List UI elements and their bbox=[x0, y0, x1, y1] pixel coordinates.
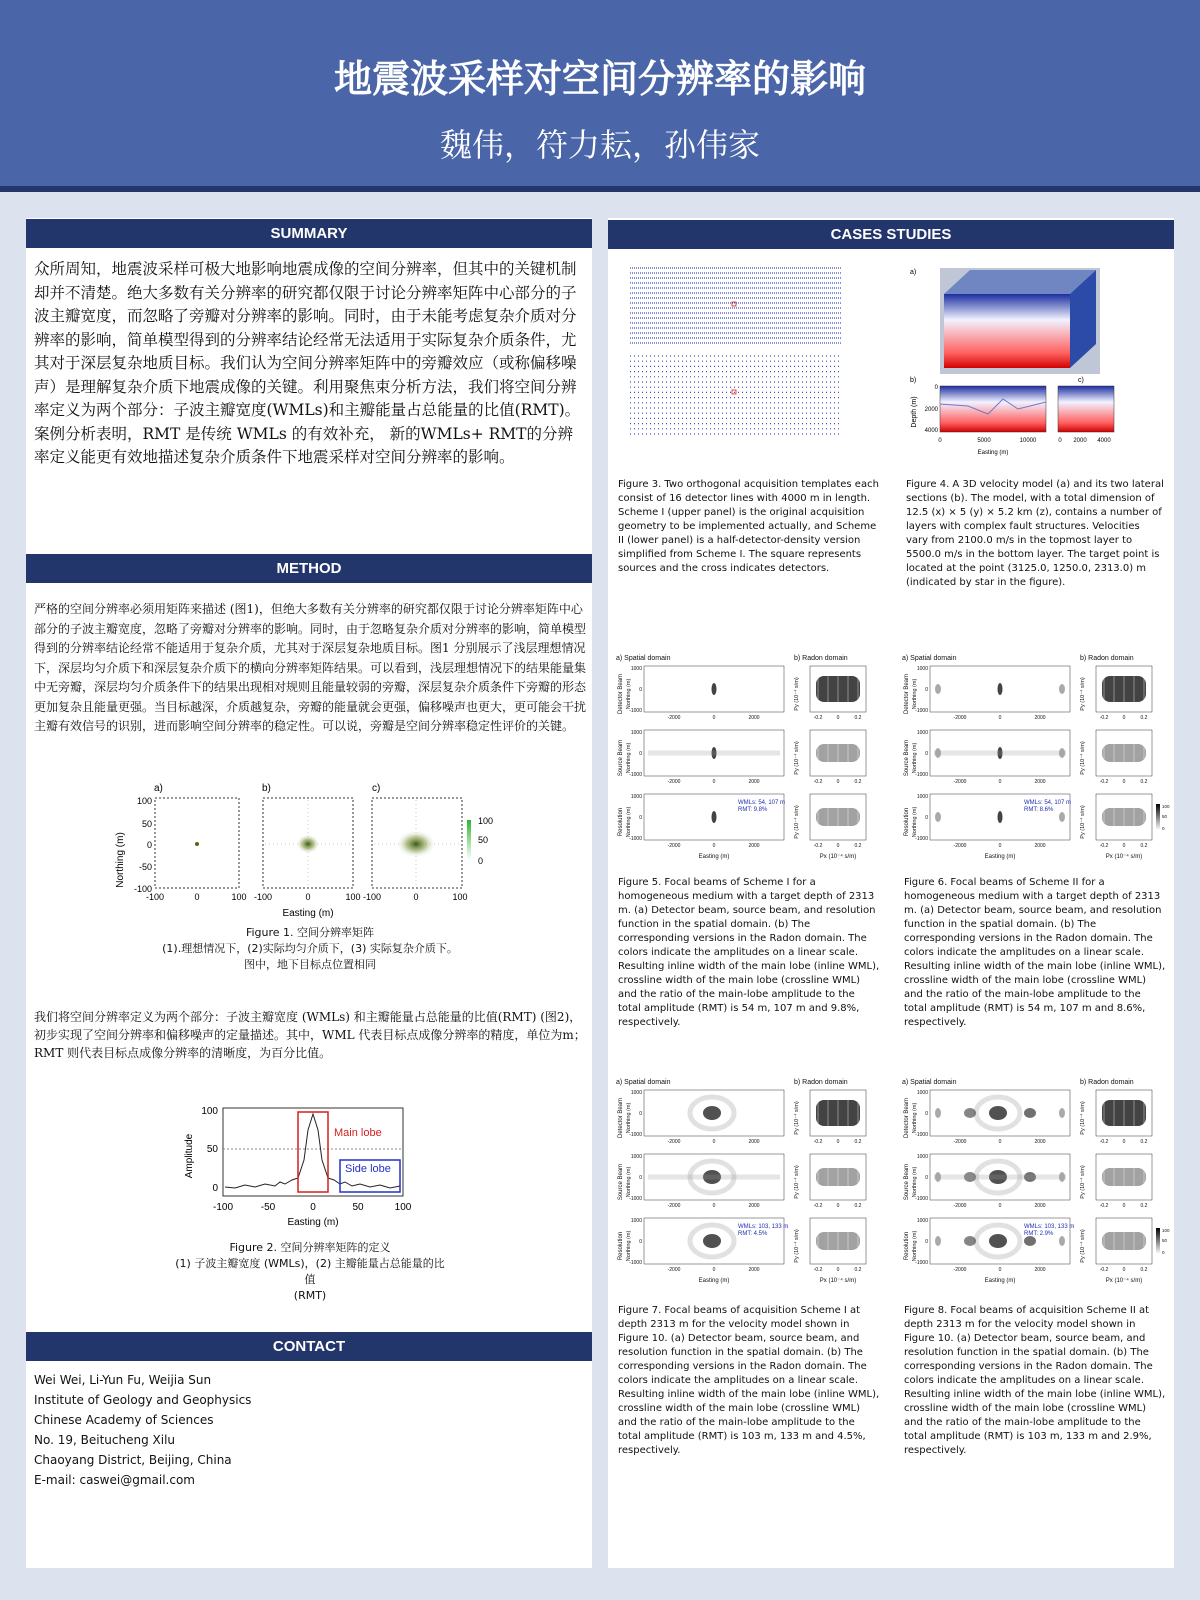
fig1-ytick-neg50: -50 bbox=[138, 862, 152, 872]
beam-xtick: 2000 bbox=[1034, 715, 1046, 721]
beam-alias-inner bbox=[1024, 1236, 1036, 1246]
beam-ytick: -1000 bbox=[629, 1132, 642, 1138]
beam-ptick: 0.2 bbox=[1140, 1267, 1148, 1273]
fig4-b-xtick-10000: 10000 bbox=[1019, 438, 1037, 444]
beam-easting-label: Easting (m) bbox=[698, 854, 730, 860]
beam-alias-inner bbox=[964, 1108, 976, 1118]
beam-alias-inner bbox=[1024, 1108, 1036, 1118]
fig1-panel-c-spot bbox=[396, 830, 436, 858]
beam-xtick: 2000 bbox=[1034, 1139, 1046, 1145]
beam-ptick: 0.2 bbox=[1140, 779, 1148, 785]
method-heading: METHOD bbox=[26, 554, 592, 583]
fig2-main-lobe-label: Main lobe bbox=[334, 1127, 382, 1139]
poster-title: 地震波采样对空间分辨率的影响 bbox=[333, 56, 866, 101]
fig1-cbar-50: 50 bbox=[478, 835, 489, 845]
beam-ytick: -1000 bbox=[915, 1132, 928, 1138]
figure-6-focal-beams bbox=[900, 652, 1170, 862]
beam-alias-left bbox=[935, 684, 941, 694]
method-paragraph-2: 我们将空间分辨率定义为两个部分：子波主瓣宽度 (WMLs) 和主瓣能量占总能量的比值(RMT) (图2)，初步实现了空间分辨率和偏移噪声的定量描述。其中，WML 代表目标点成像分辨率的精度，单位为m；RMT 则代表目标点成像分辨率的清晰度，为百分比值。 bbox=[34, 1010, 586, 1060]
beam-rmt-value: RMT: 9.8% bbox=[738, 807, 768, 813]
fig1-a-xtick-2: 0 bbox=[194, 892, 200, 902]
fig2-ytick-100: 100 bbox=[201, 1106, 218, 1117]
beam-main-lobe bbox=[712, 683, 717, 695]
beam-ptick: 0 bbox=[1122, 1139, 1126, 1145]
beam-xtick: -2000 bbox=[667, 1139, 681, 1145]
beam-p-label: Py (10⁻⁴ s/m) bbox=[794, 741, 800, 775]
beam-northing-label: Northing (m) bbox=[912, 806, 918, 838]
figure-2-lobe-definition bbox=[180, 1100, 430, 1230]
beam-ptick: -0.2 bbox=[1099, 1267, 1109, 1273]
beam-northing-label: Northing (m) bbox=[626, 678, 632, 710]
summary-body: 众所周知，地震波采样可极大地影响地震成像的空间分辨率，但其中的关键机制却并不清楚。绝大多数有关分辨率的研究都仅限于讨论分辨率矩阵中心部分的子波主瓣宽度，而忽略了旁瓣对分辨率的影响。同时，由于未能考虑复杂介质对分辨率的影响，简单模型得到的分辨率结论经常无法适用于实际复杂介质条件，尤其对于深层复杂地质目标。我们认为空间分辨率矩阵中的旁瓣效应（或称偏移噪声）是理解复杂介质下地震成像的关键。利用聚焦束分析方法，我们将空间分辨率定义为两个部分：子波主瓣宽度(WMLs)和主瓣能量占总能量的比值(RMT)。案例分析表明，RMT 是传统 WMLs 的有效补充， 新的WMLs+ RMT的分辨率定义能更有效地描述复杂介质条件下地震采样对空间分辨率的影响。 bbox=[34, 260, 581, 466]
beam-xtick: 0 bbox=[998, 1203, 1002, 1209]
beam-p-label: Py (10⁻⁴ s/m) bbox=[794, 805, 800, 839]
fig4-ytick-4000: 4000 bbox=[924, 428, 938, 434]
beam-ytick: 1000 bbox=[630, 1154, 642, 1160]
fig2-line3: (RMT) bbox=[293, 1289, 327, 1302]
beam-ptick: 0 bbox=[836, 779, 840, 785]
fig2-title: 空间分辨率矩阵的定义 bbox=[280, 1241, 391, 1254]
beam-radon-title: b) Radon domain bbox=[1080, 1079, 1134, 1086]
beam-ytick: 1000 bbox=[630, 666, 642, 672]
beam-northing-label: Northing (m) bbox=[912, 1230, 918, 1262]
beam-ptick: 0.2 bbox=[854, 1139, 862, 1145]
beam-xtick: -2000 bbox=[953, 779, 967, 785]
fig4-c-xtick-2000: 2000 bbox=[1073, 438, 1087, 444]
fig1-panel-a: a) bbox=[154, 783, 163, 794]
beam-xtick: 2000 bbox=[1034, 779, 1046, 785]
beam-easting-label: Easting (m) bbox=[984, 1278, 1016, 1284]
beam-ptick: 0.2 bbox=[1140, 1139, 1148, 1145]
fig2-ytick-0: 0 bbox=[212, 1183, 218, 1194]
fig4-ytick-2000: 2000 bbox=[924, 407, 938, 413]
beam-p-label: Py (10⁻⁴ s/m) bbox=[794, 677, 800, 711]
fig1-ytick-neg100: -100 bbox=[133, 884, 152, 894]
figure-5-focal-beams bbox=[614, 652, 884, 862]
beam-wml-value: WMLs: 54, 107 m bbox=[1024, 800, 1072, 806]
beam-ptick: 0 bbox=[1122, 715, 1126, 721]
fig1-xlabel: Easting (m) bbox=[282, 908, 334, 919]
fig2-ytick-50: 50 bbox=[206, 1144, 218, 1155]
fig1-colorbar bbox=[467, 820, 471, 860]
beam-xtick: 0 bbox=[998, 1139, 1002, 1145]
fig2-xtick-5: 100 bbox=[394, 1202, 412, 1213]
beam-xtick: 0 bbox=[712, 843, 716, 849]
beam-cbar-tick: 50 bbox=[1162, 1238, 1168, 1243]
fig2-side-lobe-label: Side lobe bbox=[345, 1163, 391, 1175]
fig4-3d-front bbox=[944, 294, 1070, 368]
fig2-xtick-4: 50 bbox=[352, 1202, 364, 1213]
fig1-title: 空间分辨率矩阵 bbox=[297, 926, 375, 939]
fig1-ytick-0: 0 bbox=[146, 840, 152, 850]
beam-ytick: 1000 bbox=[916, 1090, 928, 1096]
beam-northing-label: Northing (m) bbox=[912, 742, 918, 774]
fig4-xlabel: Easting (m) bbox=[977, 450, 1009, 456]
beam-spatial-title: a) Spatial domain bbox=[616, 655, 671, 662]
beam-radon-title: b) Radon domain bbox=[1080, 655, 1134, 662]
beam-cbar-tick: 100 bbox=[1162, 1228, 1170, 1233]
beam-row-label: Detector Beam bbox=[618, 673, 624, 715]
beam-ptick: -0.2 bbox=[813, 1203, 823, 1209]
fig2-xtick-2: -50 bbox=[260, 1202, 276, 1213]
beam-ytick: -1000 bbox=[629, 836, 642, 842]
beam-ptick: -0.2 bbox=[813, 1139, 823, 1145]
beam-alias-inner bbox=[964, 1236, 976, 1246]
beam-spatial-title: a) Spatial domain bbox=[902, 655, 957, 662]
beam-ptick: 0 bbox=[836, 1203, 840, 1209]
beam-cbar-tick: 50 bbox=[1162, 814, 1168, 819]
fig1-c-xtick-2: 0 bbox=[413, 892, 419, 902]
beam-rmt-value: RMT: 8.6% bbox=[1024, 807, 1054, 813]
beam-row-label: Resolution bbox=[904, 1231, 910, 1261]
fig1-ytick-50: 50 bbox=[141, 819, 152, 829]
beam-ptick: 0.2 bbox=[1140, 715, 1148, 721]
beam-alias-left bbox=[935, 1108, 941, 1118]
beam-xtick: 0 bbox=[712, 779, 716, 785]
beam-xtick: 2000 bbox=[748, 715, 760, 721]
beam-northing-label: Northing (m) bbox=[626, 806, 632, 838]
fig2-label: Figure 2. bbox=[229, 1241, 278, 1254]
beam-p-label: Py (10⁻⁴ s/m) bbox=[1080, 1165, 1086, 1199]
beam-northing-label: Northing (m) bbox=[626, 1102, 632, 1134]
beam-ytick: 0 bbox=[925, 1239, 928, 1245]
beam-xtick: -2000 bbox=[667, 1267, 681, 1273]
beam-ptick: 0 bbox=[1122, 1203, 1126, 1209]
figure-8-focal-beams bbox=[900, 1076, 1170, 1286]
fig4-section-c bbox=[1058, 386, 1114, 432]
beam-ptick: -0.2 bbox=[813, 1267, 823, 1273]
beam-px-label: Px (10⁻⁴ s/m) bbox=[1105, 854, 1143, 860]
beam-ptick: 0.2 bbox=[854, 779, 862, 785]
beam-xtick: 0 bbox=[712, 1203, 716, 1209]
beam-ptick: -0.2 bbox=[1099, 779, 1109, 785]
fig2-line2: (1) 子波主瓣宽度 (WMLs)，(2) 主瓣能量占总能量的比值 bbox=[175, 1257, 445, 1286]
beam-ytick: 1000 bbox=[916, 794, 928, 800]
beam-wml-value: WMLs: 103, 133 m bbox=[738, 1224, 789, 1230]
beam-row-label: Source Beam bbox=[618, 739, 624, 777]
beam-alias-right bbox=[1059, 684, 1065, 694]
beam-radon-title: b) Radon domain bbox=[794, 655, 848, 662]
beam-ytick: 1000 bbox=[630, 1218, 642, 1224]
beam-xtick: 2000 bbox=[748, 1139, 760, 1145]
beam-xtick: -2000 bbox=[953, 843, 967, 849]
beam-ytick: -1000 bbox=[629, 1196, 642, 1202]
fig2-xlabel: Easting (m) bbox=[287, 1217, 339, 1228]
beam-xtick: -2000 bbox=[667, 779, 681, 785]
beam-ptick: 0 bbox=[1122, 1267, 1126, 1273]
beam-p-label: Py (10⁻⁴ s/m) bbox=[794, 1165, 800, 1199]
poster-authors: 魏伟，符力耘，孙伟家 bbox=[439, 126, 760, 164]
beam-colorbar bbox=[1156, 1228, 1160, 1254]
fig1-c-xtick-3: 100 bbox=[452, 892, 468, 902]
fig4-b-xtick-5000: 5000 bbox=[977, 438, 991, 444]
beam-ptick: -0.2 bbox=[1099, 1139, 1109, 1145]
beam-ytick: 1000 bbox=[630, 1090, 642, 1096]
cases-heading: CASES STUDIES bbox=[608, 220, 1174, 249]
beam-main-lobe bbox=[703, 1106, 721, 1120]
beam-xtick: 2000 bbox=[1034, 843, 1046, 849]
beam-ytick: -1000 bbox=[629, 772, 642, 778]
fig2-ylabel: Amplitude bbox=[184, 1133, 195, 1179]
beam-northing-label: Northing (m) bbox=[626, 742, 632, 774]
fig4-label-c: c) bbox=[1078, 377, 1084, 384]
beam-ptick: -0.2 bbox=[813, 715, 823, 721]
beam-row-label: Detector Beam bbox=[618, 1097, 624, 1139]
beam-xtick: 2000 bbox=[748, 1267, 760, 1273]
contact-block bbox=[34, 1370, 574, 1490]
beam-radon-title: b) Radon domain bbox=[794, 1079, 848, 1086]
beam-p-label: Py (10⁻⁴ s/m) bbox=[1080, 1229, 1086, 1263]
beam-xtick: -2000 bbox=[953, 715, 967, 721]
fig1-ylabel: Northing (m) bbox=[115, 832, 126, 888]
fig1-line2: (1).理想情况下，(2)实际均匀介质下，(3) 实际复杂介质下。 bbox=[162, 942, 458, 955]
beam-cbar-tick: 0 bbox=[1162, 826, 1165, 831]
beam-p-label: Py (10⁻⁴ s/m) bbox=[794, 1229, 800, 1263]
beam-wml-value: WMLs: 54, 107 m bbox=[738, 800, 786, 806]
title-banner bbox=[0, 0, 1200, 192]
beam-px-label: Px (10⁻⁴ s/m) bbox=[1105, 1278, 1143, 1284]
beam-row-label: Source Beam bbox=[904, 1163, 910, 1201]
fig1-a-xtick-3: 100 bbox=[231, 892, 247, 902]
beam-spatial-title: a) Spatial domain bbox=[616, 1079, 671, 1086]
beam-ytick: 1000 bbox=[916, 730, 928, 736]
beam-easting-label: Easting (m) bbox=[984, 854, 1016, 860]
beam-xtick: 0 bbox=[998, 715, 1002, 721]
beam-row-label: Detector Beam bbox=[904, 1097, 910, 1139]
beam-ptick: 0 bbox=[836, 715, 840, 721]
beam-colorbar bbox=[1156, 804, 1160, 830]
figure-6-caption: Figure 6. Focal beams of Scheme II for a homogeneous medium with a target depth of 2313 m. (a) Detector beam, source beam, and resolution function in the spatial domain. (b) The corresponding versions in the Radon domain. The colors indicate the amplitudes on a linear scale. Resulting inline width of the main lobe (inline WML), crossline width of the main lobe (crossline WML) and the ratio of the main-lobe amplitude to the total amplitude (RMT) is 54 m, 107 m and 8.6%, respectively. bbox=[904, 877, 1166, 1028]
beam-ytick: 0 bbox=[925, 751, 928, 757]
figure-7-focal-beams bbox=[614, 1076, 884, 1286]
figure-1-caption bbox=[110, 925, 510, 973]
summary-heading: SUMMARY bbox=[26, 219, 592, 248]
banner-stripe bbox=[0, 186, 1200, 192]
beam-ytick: 1000 bbox=[630, 794, 642, 800]
fig2-xtick-3: 0 bbox=[310, 1202, 316, 1213]
beam-cbar-tick: 0 bbox=[1162, 1250, 1165, 1255]
beam-ptick: 0 bbox=[1122, 843, 1126, 849]
beam-alias-left bbox=[935, 1236, 941, 1246]
figure-2-caption bbox=[170, 1240, 450, 1304]
beam-northing-label: Northing (m) bbox=[912, 678, 918, 710]
fig2-plot-frame bbox=[223, 1108, 403, 1196]
beam-easting-label: Easting (m) bbox=[698, 1278, 730, 1284]
beam-ptick: 0.2 bbox=[854, 1203, 862, 1209]
beam-p-label: Py (10⁻⁴ s/m) bbox=[1080, 677, 1086, 711]
beam-ytick: 1000 bbox=[916, 666, 928, 672]
beam-row-label: Source Beam bbox=[618, 1163, 624, 1201]
beam-northing-label: Northing (m) bbox=[912, 1166, 918, 1198]
beam-xtick: 0 bbox=[712, 715, 716, 721]
beam-xtick: 0 bbox=[712, 1267, 716, 1273]
beam-alias-right bbox=[1059, 1236, 1065, 1246]
beam-ptick: 0.2 bbox=[854, 1267, 862, 1273]
beam-xtick: 2000 bbox=[748, 1203, 760, 1209]
beam-row-label: Detector Beam bbox=[904, 673, 910, 715]
beam-row-label: Resolution bbox=[618, 807, 624, 837]
beam-p-label: Py (10⁻⁴ s/m) bbox=[1080, 1101, 1086, 1135]
beam-ytick: -1000 bbox=[915, 1260, 928, 1266]
fig4-label-b: b) bbox=[910, 377, 917, 384]
fig1-c-xtick-1: -100 bbox=[362, 892, 382, 902]
beam-ptick: 0 bbox=[836, 1139, 840, 1145]
beam-xtick: 2000 bbox=[748, 843, 760, 849]
beam-ytick: -1000 bbox=[915, 772, 928, 778]
beam-xtick: -2000 bbox=[953, 1267, 967, 1273]
contact-street: No. 19, Beitucheng Xilu bbox=[34, 1433, 176, 1447]
beam-ytick: 0 bbox=[639, 1111, 642, 1117]
beam-cbar-tick: 100 bbox=[1162, 804, 1170, 809]
beam-xtick: -2000 bbox=[953, 1203, 967, 1209]
beam-px-label: Px (10⁻⁴ s/m) bbox=[819, 854, 857, 860]
beam-xtick: 0 bbox=[998, 1267, 1002, 1273]
beam-row-label: Resolution bbox=[904, 807, 910, 837]
beam-ytick: -1000 bbox=[629, 1260, 642, 1266]
fig1-panel-c: c) bbox=[372, 783, 381, 794]
beam-xtick: -2000 bbox=[667, 1203, 681, 1209]
beam-main-lobe bbox=[998, 683, 1003, 695]
beam-xtick: 0 bbox=[712, 1139, 716, 1145]
beam-ptick: -0.2 bbox=[1099, 1203, 1109, 1209]
beam-ytick: 1000 bbox=[916, 1218, 928, 1224]
contact-academy: Chinese Academy of Sciences bbox=[34, 1413, 214, 1427]
beam-xtick: 2000 bbox=[1034, 1203, 1046, 1209]
beam-row-label: Resolution bbox=[618, 1231, 624, 1261]
fig1-ytick-100: 100 bbox=[136, 796, 152, 806]
fig1-cbar-0: 0 bbox=[478, 856, 484, 866]
contact-heading: CONTACT bbox=[26, 1332, 592, 1361]
fig4-depth-label: Depth (m) bbox=[911, 396, 918, 428]
beam-ytick: 0 bbox=[639, 687, 642, 693]
fig1-b-xtick-1: -100 bbox=[253, 892, 273, 902]
beam-xtick: -2000 bbox=[667, 843, 681, 849]
beam-ytick: 1000 bbox=[630, 730, 642, 736]
fig4-b-xtick-0: 0 bbox=[938, 438, 942, 444]
beam-northing-label: Northing (m) bbox=[626, 1230, 632, 1262]
fig1-panel-b: b) bbox=[262, 783, 271, 794]
beam-ytick: 0 bbox=[925, 1175, 928, 1181]
fig1-line3: 图中，地下目标点位置相同 bbox=[244, 958, 376, 971]
figure-4-caption: Figure 4. A 3D velocity model (a) and its two lateral sections (b). The model, with a total dimension of 12.5 (x) × 5 (y) × 5.2 km (z), contains a number of layers with complex fault structures. Velocities vary from 2100.0 m/s in the topmost layer to 5500.0 m/s in the bottom layer. The target point is located at the point (3125.0, 1250.0, 2313.0) m (indicated by star in the figure). bbox=[906, 479, 1164, 588]
fig4-3d-top bbox=[944, 270, 1096, 294]
fig1-panel-a-spot bbox=[195, 842, 199, 846]
beam-rmt-value: RMT: 4.5% bbox=[738, 1231, 768, 1237]
beam-rmt-value: RMT: 2.9% bbox=[1024, 1231, 1054, 1237]
beam-xtick: 0 bbox=[998, 779, 1002, 785]
beam-ptick: 0 bbox=[1122, 779, 1126, 785]
beam-northing-label: Northing (m) bbox=[912, 1102, 918, 1134]
beam-main-lobe bbox=[703, 1234, 721, 1248]
beam-ptick: 0.2 bbox=[1140, 1203, 1148, 1209]
contact-institute: Institute of Geology and Geophysics bbox=[34, 1393, 252, 1407]
contact-email[interactable]: E-mail: caswei@gmail.com bbox=[34, 1473, 195, 1487]
fig1-cbar-100: 100 bbox=[478, 816, 494, 826]
beam-ytick: 0 bbox=[639, 1239, 642, 1245]
beam-alias-right bbox=[1059, 1108, 1065, 1118]
beam-ytick: 1000 bbox=[916, 1154, 928, 1160]
beam-ptick: -0.2 bbox=[1099, 843, 1109, 849]
beam-spatial-title: a) Spatial domain bbox=[902, 1079, 957, 1086]
beam-ptick: -0.2 bbox=[1099, 715, 1109, 721]
beam-xtick: 2000 bbox=[748, 779, 760, 785]
beam-ytick: 0 bbox=[639, 815, 642, 821]
beam-xtick: 0 bbox=[998, 843, 1002, 849]
beam-ptick: 0.2 bbox=[854, 715, 862, 721]
beam-row-label: Source Beam bbox=[904, 739, 910, 777]
figure-4-velocity-model bbox=[908, 264, 1136, 460]
beam-alias-right bbox=[1059, 812, 1065, 822]
beam-p-label: Py (10⁻⁴ s/m) bbox=[1080, 741, 1086, 775]
figure-7-caption: Figure 7. Focal beams of acquisition Scheme I at depth 2313 m for the velocity model shown in Figure 10. (a) Detector beam, source beam, and resolution function in the spatial domain. (b) The corresponding versions in the Radon domain. The colors indicate the amplitudes on a linear scale. Resulting inline width of the main lobe (inline WML), crossline width of the main lobe (crossline WML) and the ratio of the main-lobe amplitude to the total amplitude (RMT) is 103 m, 133 m and 4.5%, respectively. bbox=[618, 1305, 880, 1456]
beam-main-lobe bbox=[998, 811, 1003, 823]
fig1-b-xtick-3: 100 bbox=[345, 892, 361, 902]
beam-xtick: -2000 bbox=[667, 715, 681, 721]
fig4-c-xtick-4000: 4000 bbox=[1097, 438, 1111, 444]
fig1-a-xtick-1: -100 bbox=[145, 892, 165, 902]
beam-wml-value: WMLs: 103, 133 m bbox=[1024, 1224, 1075, 1230]
figure-3-acquisition-templates bbox=[630, 266, 860, 444]
beam-p-label: Py (10⁻⁴ s/m) bbox=[794, 1101, 800, 1135]
fig1-panel-b-spot bbox=[296, 834, 320, 854]
figure-5-caption: Figure 5. Focal beams of Scheme I for a homogeneous medium with a target depth of 2313 m. (a) Detector beam, source beam, and resolution function in the spatial domain. (b) The corresponding versions in the Radon domain. The colors indicate the amplitudes on a linear scale. Resulting inline width of the main lobe (inline WML), crossline width of the main lobe (crossline WML) and the ratio of the main-lobe amplitude to the total amplitude (RMT) is 54 m, 107 m and 9.8%, respectively. bbox=[618, 877, 880, 1028]
beam-main-lobe bbox=[989, 1106, 1007, 1120]
method-paragraph-1: 严格的空间分辨率必须用矩阵来描述 (图1)，但绝大多数有关分辨率的研究都仅限于讨论分辨率矩阵中心部分的子波主瓣宽度，忽略了旁瓣对分辨率的影响。同时，由于忽略复杂介质对分辨率的影响，简单模型得到的分辨率结论经常不能适用于复杂介质，尤其对于深层复杂地质目标。图1 分别展示了浅层理想情况下，深层均匀介质下和深层复杂介质下的横向分辨率矩阵结果。可以看到，浅层理想情况下的结果能量集中无旁瓣，深层均匀介质条件下的结果出现相对规则且能量较弱的旁瓣，深层复杂介质条件下旁瓣的形态更加复杂且能量更强。当目标越深，介质越复杂，旁瓣的能量就会更强，偏移噪声也更大，更可能会干扰主瓣有效信号的识别，进而影响空间分辨率的稳定性。可以说，旁瓣是空间分辨率稳定性评价的关键。 bbox=[34, 602, 587, 733]
fig4-label-a: a) bbox=[910, 269, 917, 276]
beam-ytick: -1000 bbox=[915, 708, 928, 714]
fig4-ytick-0: 0 bbox=[934, 385, 938, 391]
fig1-b-xtick-2: 0 bbox=[305, 892, 311, 902]
beam-ptick: 0.2 bbox=[854, 843, 862, 849]
beam-ytick: 0 bbox=[925, 1111, 928, 1117]
beam-p-label: Py (10⁻⁴ s/m) bbox=[1080, 805, 1086, 839]
beam-ptick: -0.2 bbox=[813, 779, 823, 785]
beam-ytick: -1000 bbox=[915, 1196, 928, 1202]
beam-northing-label: Northing (m) bbox=[626, 1166, 632, 1198]
figure-8-caption: Figure 8. Focal beams of acquisition Scheme II at depth 2313 m for the velocity model shown in Figure 10. (a) Detector beam, source beam, and resolution function in the spatial domain. (b) The corresponding versions in the Radon domain. The colors indicate the amplitudes on a linear scale. Resulting inline width of the main lobe (inline WML), crossline width of the main lobe (crossline WML) and the ratio of the main-lobe amplitude to the total amplitude (RMT) is 103 m, 133 m and 2.9%, respectively. bbox=[904, 1305, 1166, 1456]
fig1-label: Figure 1. bbox=[245, 926, 294, 939]
contact-city: Chaoyang District, Beijing, China bbox=[34, 1453, 232, 1467]
beam-px-label: Px (10⁻⁴ s/m) bbox=[819, 1278, 857, 1284]
beam-ytick: 0 bbox=[639, 751, 642, 757]
beam-ytick: -1000 bbox=[915, 836, 928, 842]
fig4-c-xtick-0: 0 bbox=[1058, 438, 1062, 444]
contact-names: Wei Wei, Li-Yun Fu, Weijia Sun bbox=[34, 1373, 212, 1387]
beam-ptick: -0.2 bbox=[813, 843, 823, 849]
beam-ptick: 0 bbox=[836, 843, 840, 849]
figure-1-resolution-matrix bbox=[110, 780, 510, 920]
beam-main-lobe bbox=[712, 811, 717, 823]
beam-xtick: 2000 bbox=[1034, 1267, 1046, 1273]
beam-ytick: -1000 bbox=[629, 708, 642, 714]
beam-ytick: 0 bbox=[925, 687, 928, 693]
fig2-xtick-1: -100 bbox=[212, 1202, 234, 1213]
beam-xtick: -2000 bbox=[953, 1139, 967, 1145]
beam-main-lobe bbox=[989, 1234, 1007, 1248]
figure-3-caption: Figure 3. Two orthogonal acquisition templates each consist of 16 detector lines with 4000 m in length. Scheme I (upper panel) is the original acquisition geometry to be implemented actually, and Scheme II (lower panel) is a half-detector-density version simplified from Scheme I. The square represents sources and the cross indicates detectors. bbox=[618, 479, 879, 574]
beam-ptick: 0 bbox=[836, 1267, 840, 1273]
beam-alias-left bbox=[935, 812, 941, 822]
beam-ytick: 0 bbox=[639, 1175, 642, 1181]
beam-ptick: 0.2 bbox=[1140, 843, 1148, 849]
beam-ytick: 0 bbox=[925, 815, 928, 821]
